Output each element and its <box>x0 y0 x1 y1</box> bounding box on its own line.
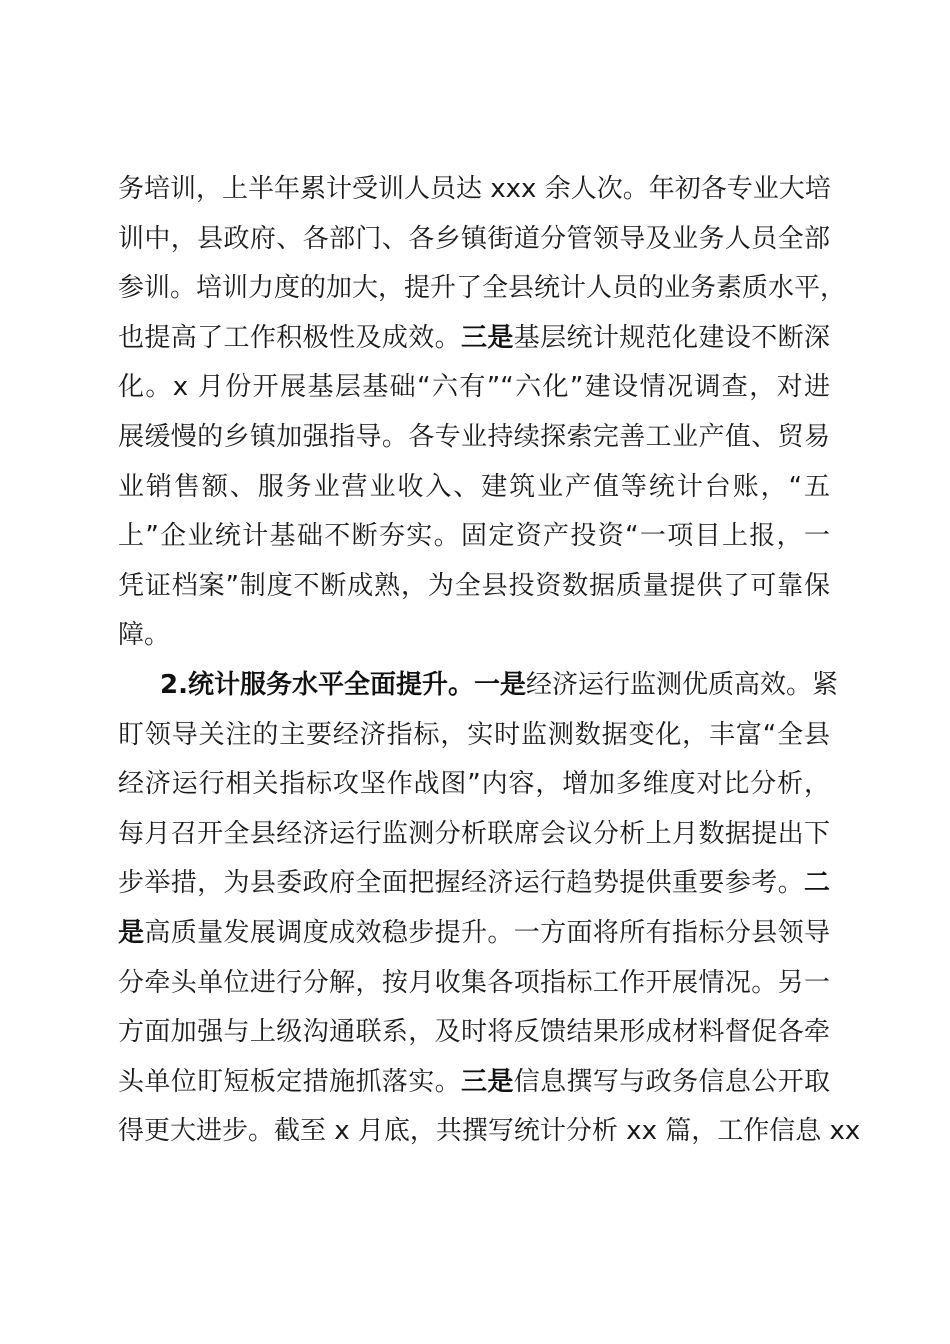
text-segment: 凭证档案”制度不断成熟，为全县投资数据质量提供了可靠保 <box>118 570 830 601</box>
text-line <box>118 711 830 761</box>
text-segment: 每月召开全县经济运行监测分析联席会议分析上月数据提出下 <box>118 818 830 849</box>
bold-text-segment: 一是 <box>473 669 526 700</box>
text-segment: 基层统计规范化建设不断深 <box>513 322 830 353</box>
text-line <box>118 909 830 959</box>
text-segment: 训中，县政府、各部门、各乡镇街道分管领导及业务人员全部 <box>118 223 830 254</box>
text-segment: 也提高了工作积极性及成效。 <box>118 322 461 353</box>
document-body <box>118 165 861 1157</box>
text-segment: 分牵头单位进行分解，按月收集各项指标工作开展情况。另一 <box>118 967 830 998</box>
bold-text-segment: 二 <box>803 868 830 899</box>
text-line <box>118 810 830 860</box>
text-segment: 化。x 月份开展基层基础“六有”“六化”建设情况调查，对进 <box>118 372 830 403</box>
text-segment: 参训。培训力度的加大，提升了全县统计人员的业务素质水平， <box>118 273 847 304</box>
text-line <box>118 413 830 463</box>
text-line <box>118 661 838 711</box>
text-line <box>118 512 830 562</box>
bold-text-segment: 2.统计服务水平全面提升。 <box>160 669 474 700</box>
text-segment: 头单位盯短板定措施抓落实。 <box>118 1066 461 1097</box>
text-segment: 信息撰写与政务信息公开取 <box>513 1066 830 1097</box>
text-segment: 步举措，为县委政府全面把握经济运行趋势提供重要参考。 <box>118 868 804 899</box>
text-segment: 盯领导关注的主要经济指标，实时监测数据变化，丰富“全县 <box>118 719 830 750</box>
text-segment: 上”企业统计基础不断夯实。固定资产投资“一项目上报，一 <box>118 521 830 552</box>
text-line <box>118 611 830 661</box>
text-line <box>118 215 830 265</box>
text-line <box>118 264 847 314</box>
text-segment: 得更大进步。截至 x 月底，共撰写统计分析 xx 篇，工作信息 xx <box>118 1116 861 1147</box>
text-line <box>118 363 830 413</box>
text-segment: 经济运行相关指标攻坚作战图”内容，增加多维度对比分析， <box>118 769 830 800</box>
text-segment: 务培训，上半年累计受训人员达 xxx 余人次。年初各专业大培 <box>118 174 831 204</box>
text-line <box>118 760 830 810</box>
text-line <box>118 1008 830 1058</box>
text-line <box>118 314 830 364</box>
text-segment: 高质量发展调度成效稳步提升。一方面将所有指标分县领导 <box>144 917 830 948</box>
text-line <box>118 463 830 513</box>
text-segment: 业销售额、服务业营业收入、建筑业产值等统计台账，“五 <box>118 471 830 502</box>
text-line <box>118 1107 861 1157</box>
text-line <box>118 959 830 1009</box>
bold-text-segment: 三是 <box>460 322 514 353</box>
text-segment: 经济运行监测优质高效。紧 <box>525 669 838 700</box>
text-line <box>118 165 830 215</box>
bold-text-segment: 三是 <box>460 1066 514 1097</box>
text-line <box>118 859 830 909</box>
bold-text-segment: 是 <box>118 917 145 948</box>
text-line <box>118 562 830 612</box>
text-line <box>118 1058 830 1108</box>
text-segment: 展缓慢的乡镇加强指导。各专业持续探索完善工业产值、贸易 <box>118 421 830 452</box>
text-segment: 方面加强与上级沟通联系，及时将反馈结果形成材料督促各牵 <box>118 1017 830 1048</box>
text-segment: 障。 <box>118 620 171 651</box>
